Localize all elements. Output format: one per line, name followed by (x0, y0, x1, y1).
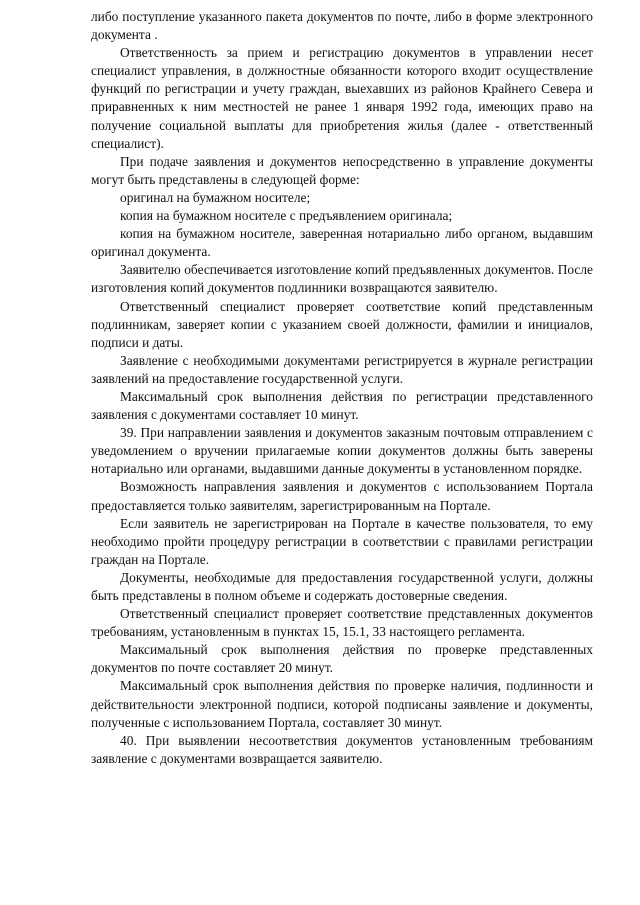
paragraph-portal-registration: Если заявитель не зарегистрирован на Портале в качестве пользователя, то ему необходимо пройти процедуру регистрации в соответствии с правилами регистрации граждан на Портале. (91, 515, 593, 567)
paragraph-item-40: 40. При выявлении несоответствия документов установленным требованиям заявление с документами возвращается заявителю. (91, 732, 593, 766)
paragraph-copies: Заявителю обеспечивается изготовление копий предъявленных документов. После изготовления копий документов подлинники возвращаются заявителю. (91, 262, 593, 296)
paragraph-verification: Ответственный специалист проверяет соответствие копий представленным подлинникам, заверяет копии с указанием своей должности, фамилии и инициалов, подписи и даты. (91, 298, 593, 350)
paragraph-compliance-check: Ответственный специалист проверяет соответствие представленных документов требованиям, установленным в пунктах 15, 15.1, 33 настоящего регламента. (91, 606, 593, 640)
paragraph-registration-time: Максимальный срок выполнения действия по регистрации представленного заявления с документами составляет 10 минут. (91, 388, 593, 423)
document-page (91, 8, 593, 768)
paragraph-submission-forms: При подаче заявления и документов непосредственно в управление документы могут быть представлены в следующей форме: (91, 153, 593, 187)
paragraph-continuation: либо поступление указанного пакета документов по почте, либо в форме электронного документа . (91, 9, 593, 43)
paragraph-mail-check-time: Максимальный срок выполнения действия по проверке представленных документов по почте составляет 20 минут. (91, 642, 593, 676)
paragraph-signature-check-time: Максимальный срок выполнения действия по проверке наличия, подлинности и действительности электронной подписи, которой подписаны заявление и документы, полученные с использованием Портала, составляет 30 минут. (91, 678, 593, 730)
paragraph-responsibility: Ответственность за прием и регистрацию документов в управлении несет специалист управления, в должностные обязанности которого входит осуществление функций по регистрации и учету граждан, выехавших из районов Крайнего Севера и приравненных к ним местностей не ранее 1 января 1992 года, имеющих право на получение социальной выплаты для приобретения жилья (далее - ответственный специалист). (91, 45, 593, 151)
list-item-original: оригинал на бумажном носителе; (120, 189, 311, 205)
paragraph-required-documents: Документы, необходимые для предоставления государственной услуги, должны быть представлены в полном объеме и содержать достоверные сведения. (91, 569, 593, 603)
paragraph-portal-access: Возможность направления заявления и документов с использованием Портала предоставляется только заявителям, зарегистрированным на Портале. (91, 479, 593, 513)
list-item-copy-with-original: копия на бумажном носителе с предъявлением оригинала; (120, 208, 453, 224)
list-item-certified-copy: копия на бумажном носителе, заверенная нотариально либо органом, выдавшим оригинал документа. (91, 226, 593, 260)
paragraph-item-39: 39. При направлении заявления и документов заказным почтовым отправлением с уведомлением о вручении прилагаемые копии документов должны быть заверены нотариально или органами, выдавшими данные документы в установленном порядке. (91, 425, 593, 477)
paragraph-registration: Заявление с необходимыми документами регистрируется в журнале регистрации заявлений на предоставление государственной услуги. (91, 352, 593, 386)
